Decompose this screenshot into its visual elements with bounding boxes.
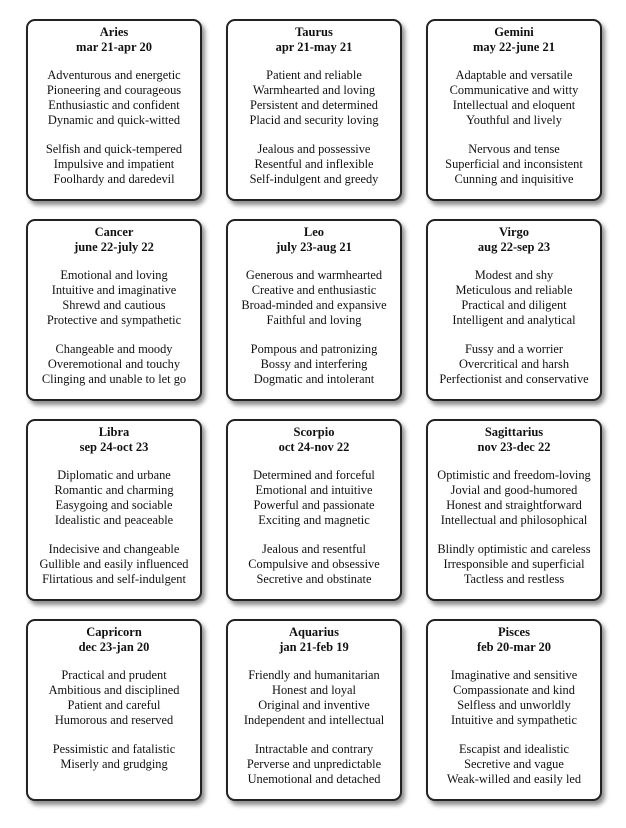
negative-trait: Resentful and inflexible: [254, 157, 374, 171]
positive-trait: Broad-minded and expansive: [241, 298, 387, 312]
positive-trait: Dynamic and quick-witted: [47, 113, 181, 127]
sign-name: Scorpio: [293, 425, 335, 439]
positive-trait: Honest and straightforward: [446, 498, 582, 512]
sign-dates: feb 20-mar 20: [476, 640, 552, 654]
negative-trait: Gullible and easily influenced: [39, 557, 189, 571]
negative-trait: Changeable and moody: [55, 342, 173, 356]
negative-trait: Pessimistic and fatalistic: [52, 742, 176, 756]
positive-traits-list: [30, 468, 198, 528]
negative-traits-list: [230, 542, 398, 587]
positive-traits-list: [30, 668, 198, 728]
positive-traits-list: [230, 68, 398, 128]
sign-dates: mar 21-apr 20: [76, 40, 152, 54]
zodiac-card-aquarius: [226, 619, 402, 801]
positive-trait: Warmhearted and loving: [252, 83, 376, 97]
negative-trait: Flirtatious and self-indulgent: [42, 572, 186, 586]
positive-trait: Generous and warmhearted: [245, 268, 383, 282]
negative-trait: Unemotional and detached: [247, 772, 381, 786]
sign-dates: may 22-june 21: [473, 40, 555, 54]
positive-trait: Original and inventive: [258, 698, 370, 712]
negative-trait: Dogmatic and intolerant: [253, 372, 375, 386]
positive-traits-list: [430, 68, 598, 128]
sign-name: Virgo: [498, 225, 530, 239]
negative-trait: Perfectionist and conservative: [439, 372, 589, 386]
negative-traits-list: [430, 342, 598, 387]
positive-traits-list: [30, 68, 198, 128]
zodiac-card-pisces: [426, 619, 602, 801]
positive-trait: Intellectual and eloquent: [452, 98, 576, 112]
positive-trait: Practical and diligent: [461, 298, 567, 312]
negative-traits-list: [430, 542, 598, 587]
negative-traits-list: [30, 342, 198, 387]
negative-trait: Pompous and patronizing: [250, 342, 378, 356]
negative-trait: Tactless and restless: [463, 572, 565, 586]
negative-traits-list: [230, 142, 398, 187]
positive-trait: Communicative and witty: [449, 83, 579, 97]
sign-name: Aquarius: [288, 625, 340, 639]
positive-trait: Diplomatic and urbane: [57, 468, 171, 482]
positive-trait: Intuitive and sympathetic: [451, 713, 577, 727]
sign-name: Capricorn: [86, 625, 142, 639]
negative-traits-list: [230, 742, 398, 787]
positive-trait: Youthful and lively: [466, 113, 562, 127]
negative-traits-list: [30, 142, 198, 187]
negative-trait: Foolhardy and daredevil: [53, 172, 175, 186]
negative-trait: Superficial and inconsistent: [445, 157, 583, 171]
negative-traits-list: [30, 742, 198, 772]
sign-dates: jan 21-feb 19: [279, 640, 349, 654]
sign-dates: aug 22-sep 23: [477, 240, 551, 254]
negative-trait: Escapist and idealistic: [458, 742, 570, 756]
positive-trait: Imaginative and sensitive: [450, 668, 578, 682]
positive-trait: Intellectual and philosophical: [440, 513, 588, 527]
positive-trait: Adaptable and versatile: [455, 68, 573, 82]
sign-dates: sep 24-oct 23: [79, 440, 149, 454]
sign-dates: june 22-july 22: [74, 240, 154, 254]
positive-trait: Honest and loyal: [272, 683, 356, 697]
zodiac-card-scorpio: [226, 419, 402, 601]
positive-trait: Emotional and intuitive: [255, 483, 373, 497]
zodiac-grid: [26, 19, 602, 801]
negative-traits-list: [230, 342, 398, 387]
negative-trait: Clinging and unable to let go: [41, 372, 187, 386]
positive-trait: Adventurous and energetic: [47, 68, 181, 82]
sign-dates: dec 23-jan 20: [78, 640, 150, 654]
positive-trait: Jovial and good-humored: [450, 483, 578, 497]
positive-traits-list: [430, 668, 598, 728]
negative-traits-list: [430, 742, 598, 787]
positive-traits-list: [230, 268, 398, 328]
positive-trait: Protective and sympathetic: [46, 313, 182, 327]
positive-trait: Shrewd and cautious: [62, 298, 166, 312]
zodiac-card-leo: [226, 219, 402, 401]
positive-trait: Modest and shy: [474, 268, 554, 282]
negative-trait: Impulsive and impatient: [53, 157, 175, 171]
negative-trait: Selfish and quick-tempered: [45, 142, 183, 156]
positive-trait: Placid and security loving: [249, 113, 379, 127]
negative-trait: Perverse and unpredictable: [246, 757, 382, 771]
sign-name: Leo: [303, 225, 325, 239]
positive-trait: Meticulous and reliable: [455, 283, 573, 297]
positive-traits-list: [30, 268, 198, 328]
positive-trait: Idealistic and peaceable: [54, 513, 174, 527]
positive-trait: Enthusiastic and confident: [48, 98, 180, 112]
negative-traits-list: [430, 142, 598, 187]
negative-trait: Intractable and contrary: [254, 742, 374, 756]
negative-trait: Bossy and interfering: [260, 357, 368, 371]
positive-trait: Intuitive and imaginative: [51, 283, 177, 297]
zodiac-card-taurus: [226, 19, 402, 201]
negative-trait: Overemotional and touchy: [47, 357, 181, 371]
negative-traits-list: [30, 542, 198, 587]
zodiac-card-aries: [26, 19, 202, 201]
positive-trait: Humorous and reserved: [54, 713, 174, 727]
zodiac-card-libra: [26, 419, 202, 601]
sign-name: Sagittarius: [484, 425, 544, 439]
positive-traits-list: [430, 268, 598, 328]
negative-trait: Jealous and possessive: [257, 142, 371, 156]
positive-traits-list: [430, 468, 598, 528]
zodiac-card-cancer: [26, 219, 202, 401]
negative-trait: Secretive and vague: [464, 757, 564, 771]
zodiac-card-gemini: [426, 19, 602, 201]
positive-trait: Powerful and passionate: [253, 498, 375, 512]
sign-dates: july 23-aug 21: [276, 240, 352, 254]
sign-name: Gemini: [494, 25, 534, 39]
positive-trait: Determined and forceful: [253, 468, 375, 482]
positive-traits-list: [230, 468, 398, 528]
negative-trait: Miserly and grudging: [60, 757, 168, 771]
negative-trait: Jealous and resentful: [262, 542, 366, 556]
positive-trait: Ambitious and disciplined: [48, 683, 180, 697]
negative-trait: Irresponsible and superficial: [443, 557, 585, 571]
positive-trait: Pioneering and courageous: [46, 83, 182, 97]
zodiac-card-capricorn: [26, 619, 202, 801]
sign-name: Cancer: [94, 225, 134, 239]
negative-trait: Weak-willed and easily led: [446, 772, 582, 786]
sign-dates: oct 24-nov 22: [278, 440, 350, 454]
negative-trait: Fussy and a worrier: [464, 342, 564, 356]
sign-name: Libra: [98, 425, 130, 439]
positive-trait: Romantic and charming: [54, 483, 174, 497]
positive-trait: Exciting and magnetic: [258, 513, 370, 527]
zodiac-card-sagittarius: [426, 419, 602, 601]
negative-trait: Compulsive and obsessive: [248, 557, 380, 571]
positive-trait: Practical and prudent: [61, 668, 167, 682]
positive-trait: Compassionate and kind: [453, 683, 575, 697]
negative-trait: Indecisive and changeable: [48, 542, 180, 556]
negative-trait: Self-indulgent and greedy: [249, 172, 379, 186]
negative-trait: Nervous and tense: [468, 142, 560, 156]
positive-trait: Creative and enthusiastic: [251, 283, 377, 297]
positive-trait: Selfless and unworldly: [457, 698, 571, 712]
sign-name: Taurus: [295, 25, 333, 39]
positive-traits-list: [230, 668, 398, 728]
sign-dates: apr 21-may 21: [275, 40, 353, 54]
sign-name: Aries: [99, 25, 129, 39]
positive-trait: Patient and reliable: [266, 68, 362, 82]
negative-trait: Blindly optimistic and careless: [437, 542, 591, 556]
positive-trait: Optimistic and freedom-loving: [437, 468, 591, 482]
positive-trait: Emotional and loving: [60, 268, 168, 282]
positive-trait: Faithful and loving: [266, 313, 362, 327]
positive-trait: Friendly and humanitarian: [248, 668, 380, 682]
positive-trait: Intelligent and analytical: [452, 313, 576, 327]
sign-name: Pisces: [498, 625, 530, 639]
negative-trait: Secretive and obstinate: [256, 572, 372, 586]
sign-dates: nov 23-dec 22: [477, 440, 551, 454]
positive-trait: Patient and careful: [67, 698, 161, 712]
positive-trait: Easygoing and sociable: [55, 498, 173, 512]
positive-trait: Independent and intellectual: [243, 713, 385, 727]
positive-trait: Persistent and determined: [249, 98, 378, 112]
negative-trait: Overcritical and harsh: [458, 357, 570, 371]
zodiac-card-virgo: [426, 219, 602, 401]
negative-trait: Cunning and inquisitive: [454, 172, 574, 186]
